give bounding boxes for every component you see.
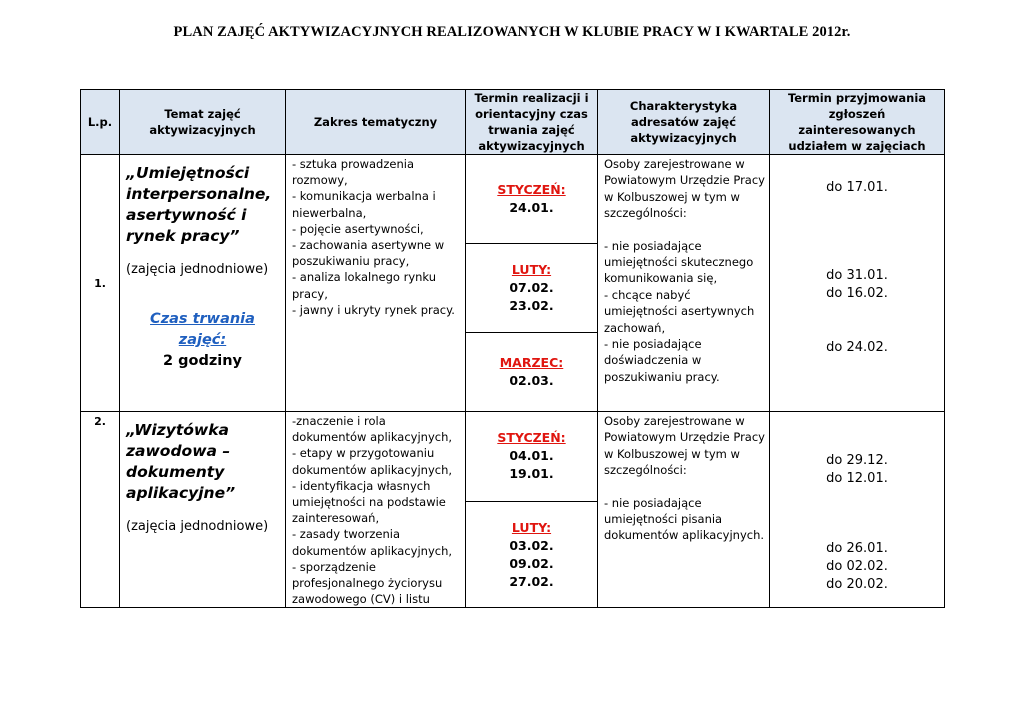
topic-title: „Umiejętności interpersonalne, asertywność i rynek pracy” — [126, 164, 272, 245]
scope-cell — [286, 412, 466, 608]
term-date: 19.01. — [509, 466, 554, 482]
signup-date: do 31.01. — [826, 268, 888, 283]
scope-item: - sporządzenie profesjonalnego życiorysu zawodowego (CV) i listu — [292, 559, 443, 607]
signup-date: do 20.02. — [826, 577, 888, 592]
header-charakterystyka: Charakterystyka adresatów zajęć aktywizacyjnych — [598, 90, 770, 155]
duration — [126, 309, 279, 372]
header-temat: Temat zajęć aktywizacyjnych — [120, 90, 286, 155]
term-cell — [466, 412, 598, 502]
topic-title: „Wizytówka zawodowa – dokumenty aplikacyjne” — [126, 421, 236, 502]
signup-date: do 29.12. — [826, 453, 888, 468]
scope-item: - zachowania asertywne w poszukiwaniu pracy, — [292, 238, 445, 269]
scope-item: - etapy w przygotowaniu dokumentów aplikacyjnych, — [292, 446, 453, 477]
term-cell — [466, 501, 598, 608]
table-row — [81, 155, 945, 244]
signup-cell — [770, 412, 945, 608]
term-date: 03.02. — [509, 537, 554, 553]
row-number: 2. — [81, 412, 120, 608]
row-number: 1. — [81, 155, 120, 412]
signup-date: do 02.02. — [826, 559, 888, 574]
duration-value: 2 godziny — [162, 353, 243, 369]
term-month: LUTY: — [511, 519, 552, 535]
term-date: 07.02. — [509, 280, 554, 295]
term-cell — [466, 244, 598, 333]
header-lp: L.p. — [81, 90, 120, 155]
term-date: 02.03. — [509, 373, 554, 388]
term-month: STYCZEŃ: — [497, 182, 566, 197]
scope-item: - sztuka prowadzenia rozmowy, — [292, 157, 414, 188]
header-row — [81, 90, 945, 155]
audience-line: - chcące nabyć umiejętności asertywnych zachowań, — [604, 287, 755, 335]
term-date: 27.02. — [509, 573, 554, 589]
topic-cell — [120, 155, 286, 412]
audience-line: - nie posiadające doświadczenia w poszukiwaniu pracy. — [604, 337, 720, 384]
audience-cell — [598, 155, 770, 412]
page-title: PLAN ZAJĘĆ AKTYWIZACYJNYCH REALIZOWANYCH W KLUBIE PRACY W I KWARTALE 2012r. — [173, 24, 851, 40]
signup-cell — [770, 155, 945, 412]
topic-note: (zajęcia jednodniowe) — [126, 519, 269, 534]
signup-date: do 24.02. — [826, 340, 888, 355]
signup-date: do 12.01. — [826, 471, 888, 486]
term-date: 09.02. — [509, 555, 554, 571]
scope-item: - identyfikacja własnych umiejętności na podstawie zainteresowań, — [292, 478, 446, 526]
scope-item: - zasady tworzenia dokumentów aplikacyjnych, — [292, 527, 453, 558]
scope-cell — [286, 155, 466, 412]
audience-line: - nie posiadające umiejętności pisania dokumentów aplikacyjnych. — [604, 495, 765, 543]
scope-item: - analiza lokalnego rynku pracy, — [292, 270, 437, 301]
term-date: 23.02. — [509, 298, 554, 313]
header-termin: Termin realizacji i orientacyjny czas trwania zajęć aktywizacyjnych — [466, 90, 598, 155]
audience-line: - nie posiadające umiejętności skutecznego komunikowania się, — [604, 238, 754, 286]
term-cell — [466, 333, 598, 412]
topic-note: (zajęcia jednodniowe) — [126, 262, 269, 277]
scope-item: -znaczenie i rola dokumentów aplikacyjnych, — [292, 414, 453, 445]
audience-line: Osoby zarejestrowane w Powiatowym Urzędzie Pracy w Kolbuszowej w tym w szczególności: — [604, 414, 765, 478]
term-date: 24.01. — [509, 200, 554, 215]
table-row — [81, 412, 945, 502]
audience-cell — [598, 412, 770, 608]
term-month: STYCZEŃ: — [497, 430, 566, 446]
signup-date: do 16.02. — [826, 286, 888, 301]
header-zgloszenia: Termin przyjmowania zgłoszeń zainteresowanych udziałem w zajęciach — [770, 90, 945, 155]
scope-item: - jawny i ukryty rynek pracy. — [292, 302, 455, 317]
term-cell — [466, 155, 598, 244]
scope-item: - komunikacja werbalna i niewerbalna, — [292, 189, 436, 220]
activity-plan-table — [80, 89, 945, 608]
term-month: LUTY: — [511, 262, 552, 277]
scope-item: - pojęcie asertywności, — [292, 221, 424, 236]
audience-line: Osoby zarejestrowane w Powiatowym Urzędzie Pracy w Kolbuszowej w tym w szczególności: — [604, 157, 765, 221]
topic-cell — [120, 412, 286, 608]
signup-date: do 17.01. — [826, 180, 888, 195]
duration-label: Czas trwania zajęć: — [150, 311, 255, 348]
signup-date: do 26.01. — [826, 541, 888, 556]
header-zakres: Zakres tematyczny — [286, 90, 466, 155]
term-date: 04.01. — [509, 448, 554, 464]
term-month: MARZEC: — [499, 355, 564, 370]
